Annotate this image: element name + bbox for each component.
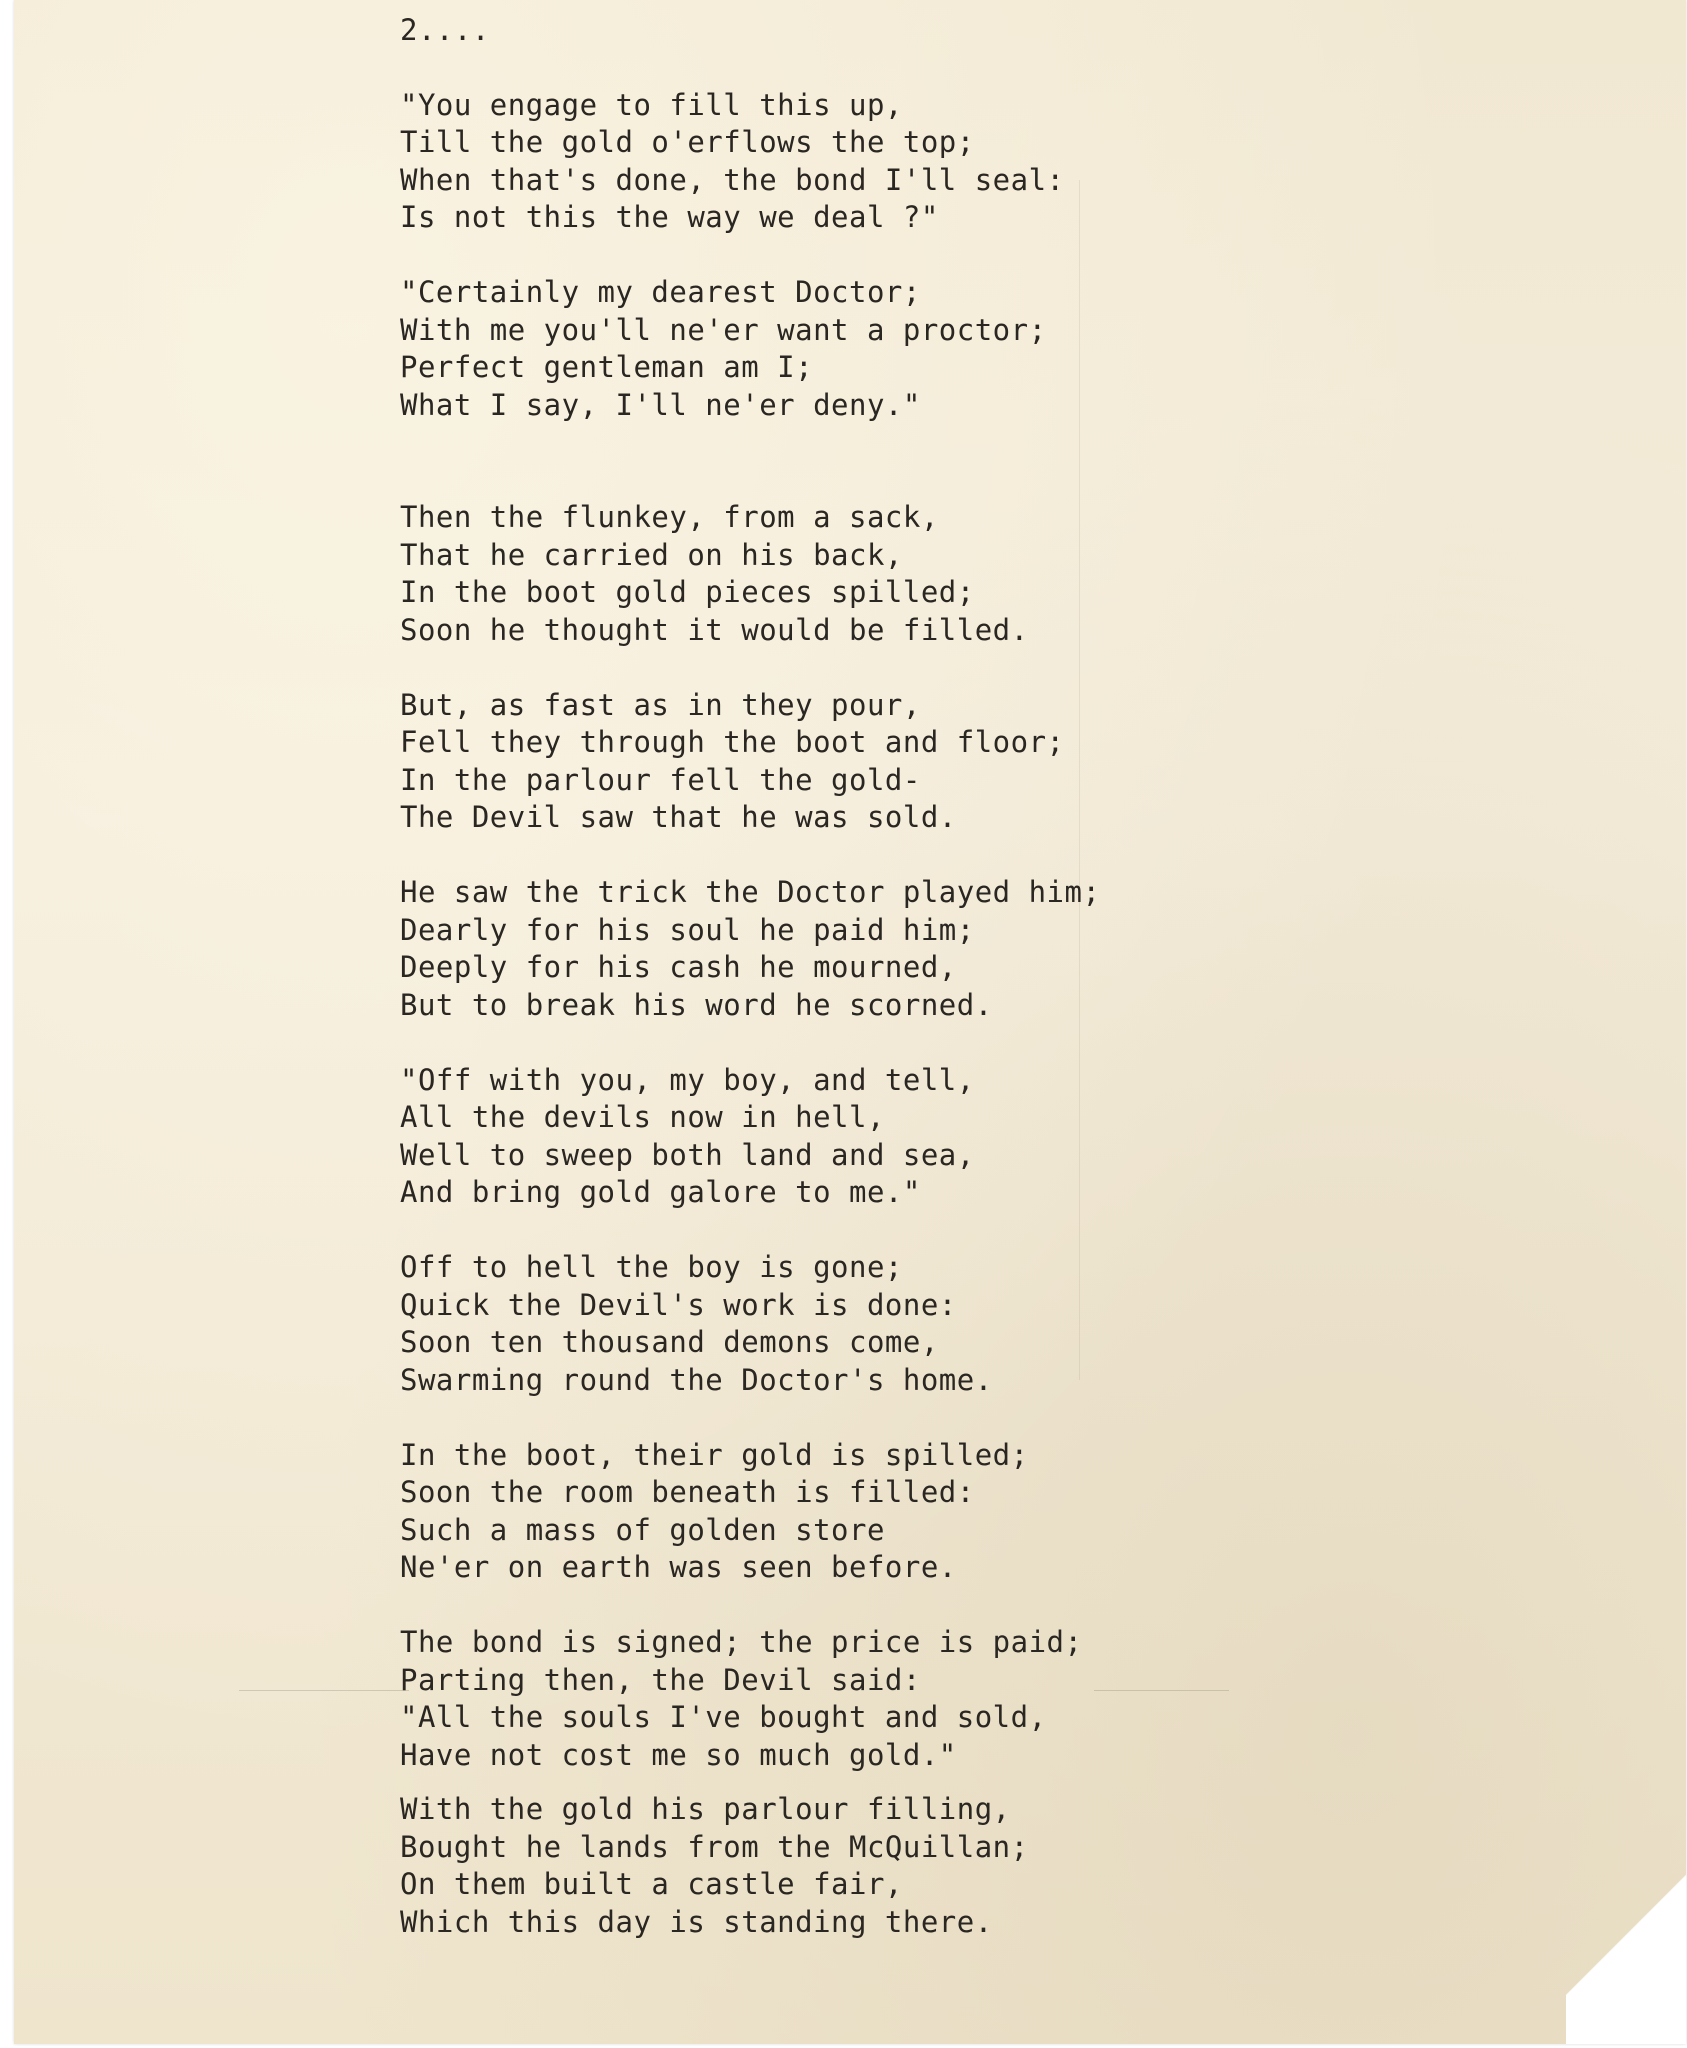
poem-line: Soon the room beneath is filled: bbox=[400, 1475, 975, 1509]
stanza-5 bbox=[400, 874, 1100, 1024]
poem-line: Parting then, the Devil said: bbox=[400, 1662, 921, 1697]
fold-mark-left bbox=[239, 1690, 409, 1691]
poem-line: Perfect gentleman am I; bbox=[400, 350, 814, 384]
poem-line: Soon ten thousand demons come, bbox=[400, 1325, 939, 1359]
poem-line: But to break his word he scorned. bbox=[400, 987, 993, 1022]
poem-line: Fell they through the boot and floor; bbox=[400, 725, 1065, 759]
poem-line: Dearly for his soul he paid him; bbox=[400, 912, 975, 947]
stanza-7 bbox=[400, 1249, 1100, 1399]
poem-line: With the gold his parlour filling, bbox=[400, 1792, 1011, 1826]
poem-line: The Devil saw that he was sold. bbox=[400, 800, 957, 834]
poem-line: What I say, I'll ne'er deny." bbox=[400, 387, 921, 422]
poem-line: All the devils now in hell, bbox=[400, 1100, 885, 1134]
stanza-3 bbox=[400, 499, 1100, 649]
stanza-8 bbox=[400, 1437, 1100, 1587]
stanza-2 bbox=[400, 274, 1100, 424]
poem-line: "You engage to fill this up, bbox=[400, 87, 903, 122]
poem-line: In the boot gold pieces spilled; bbox=[400, 575, 975, 609]
poem-line: Which this day is standing there. bbox=[400, 1904, 993, 1939]
poem-line: Swarming round the Doctor's home. bbox=[400, 1362, 993, 1397]
fold-mark-right bbox=[1094, 1690, 1229, 1691]
poem-line: Is not this the way we deal ?" bbox=[400, 200, 939, 234]
poem-line: Well to sweep both land and sea, bbox=[400, 1137, 975, 1172]
stanza-1 bbox=[400, 87, 1100, 237]
poem-line: Have not cost me so much gold." bbox=[400, 1737, 957, 1772]
poem-line: Deeply for his cash he mourned, bbox=[400, 950, 957, 984]
poem-line: When that's done, the bond I'll seal: bbox=[400, 162, 1065, 197]
poem-line: Such a mass of golden store bbox=[400, 1512, 885, 1547]
poem-body bbox=[400, 12, 1100, 1979]
stanza-4 bbox=[400, 687, 1100, 837]
poem-line: Quick the Devil's work is done: bbox=[400, 1287, 957, 1322]
poem-line: Soon he thought it would be filled. bbox=[400, 612, 1029, 647]
stanza-6 bbox=[400, 1062, 1100, 1212]
poem-line: Ne'er on earth was seen before. bbox=[400, 1550, 957, 1584]
poem-line: "Certainly my dearest Doctor; bbox=[400, 275, 921, 309]
typed-page bbox=[14, 0, 1686, 2044]
stanza-10 bbox=[400, 1791, 1100, 1941]
poem-line: "Off with you, my boy, and tell, bbox=[400, 1062, 975, 1097]
poem-line: Till the gold o'erflows the top; bbox=[400, 125, 975, 159]
poem-line: With me you'll ne'er want a proctor; bbox=[400, 312, 1047, 347]
poem-line: "All the souls I've bought and sold, bbox=[400, 1700, 1047, 1734]
poem-line: But, as fast as in they pour, bbox=[400, 687, 921, 722]
poem-line: Bought he lands from the McQuillan; bbox=[400, 1829, 1029, 1864]
poem-line: Off to hell the boy is gone; bbox=[400, 1250, 903, 1284]
poem-line: That he carried on his back, bbox=[400, 537, 903, 572]
stanza-9 bbox=[400, 1624, 1100, 1774]
poem-line: He saw the trick the Doctor played him; bbox=[400, 875, 1101, 909]
poem-line: In the boot, their gold is spilled; bbox=[400, 1437, 1029, 1472]
torn-corner bbox=[1566, 1824, 1686, 2044]
page-number: 2.... bbox=[400, 13, 490, 47]
poem-line: And bring gold galore to me." bbox=[400, 1175, 921, 1209]
poem-line: On them built a castle fair, bbox=[400, 1867, 903, 1901]
poem-line: The bond is signed; the price is paid; bbox=[400, 1625, 1083, 1659]
poem-line: Then the flunkey, from a sack, bbox=[400, 500, 939, 534]
poem-line: In the parlour fell the gold- bbox=[400, 762, 921, 797]
